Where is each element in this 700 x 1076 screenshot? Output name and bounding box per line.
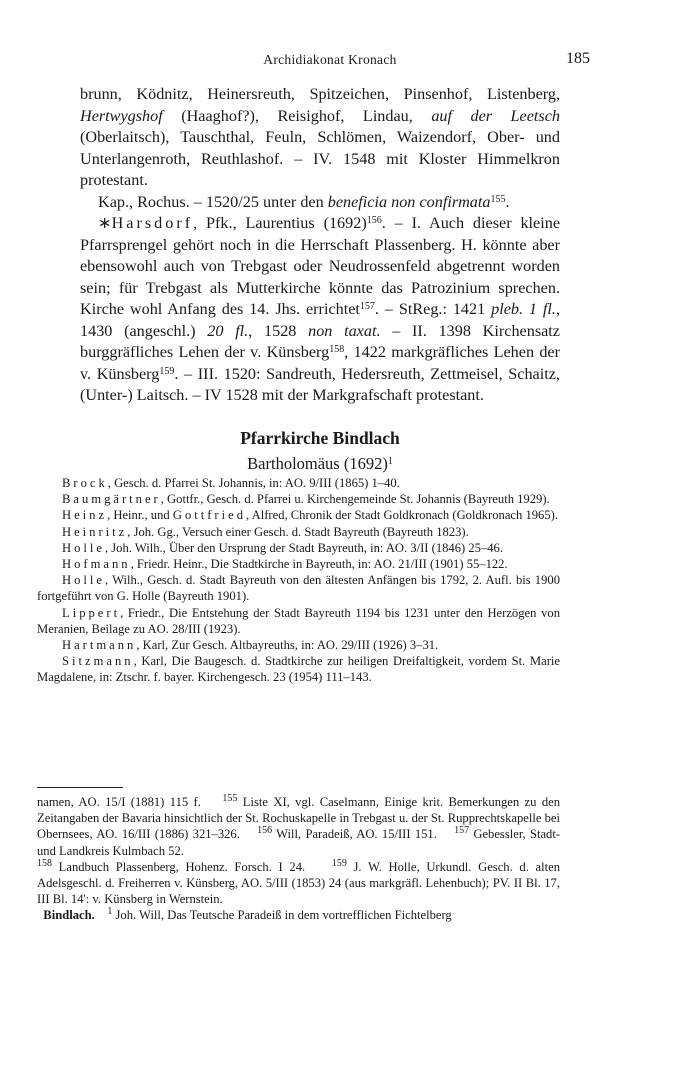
footnote-ref: 156 [366, 215, 382, 226]
author-name: Heinritz [62, 524, 128, 539]
section-subtitle [80, 454, 560, 474]
footnote-text: Liste XI, vgl. Caselmann, Einige krit. Bemerkungen zu den Zeitangaben der Bavaria hinsichtlich der St. Rochuskapelle in Trebgast u. der St. Rupprechtskapelle bei Obernsees, AO. 16/III (1886) 321–326. [37, 795, 561, 842]
entry-text: , Gottfr., Gesch. d. Pfarrei u. Kirchengemeinde St. Johannis (Bayreuth 1929). [160, 492, 550, 507]
italic-run: pleb. 1 fl. [491, 300, 556, 318]
footnote-block [37, 907, 560, 923]
bibliography-entry [37, 491, 560, 507]
bibliography-entry [37, 605, 560, 637]
main-text [80, 84, 560, 407]
author-name: Sitzmann [62, 654, 134, 669]
text-run: , 1528 [248, 321, 309, 340]
bibliography-entry [37, 540, 560, 556]
bibliography-entry [37, 475, 560, 491]
footnote-text: J. W. Holle, Urkundl. Gesch. d. alten Adelsgeschl. d. Freiherren v. Künsberg, AO. 5/III (1853) 24 (aus markgräfl. Lehenbuch); PV. II Bl. 17, III Bl. 14': v. Künsberg in Wernstein. [37, 859, 561, 907]
italic-run: Hertwygshof [80, 106, 163, 125]
entry-text: , Friedr., Die Entstehung der Stadt Bayreuth 1194 bis 1231 unter den Herzögen von Meranien, Beilage zu AO. 28/III (1923). [37, 605, 560, 636]
footnote-ref: 159 [159, 365, 175, 377]
text-run: . – III. 1520: Sandreuth, Hedersreuth, Zettmeisel, Schaitz, (Unter-) Laitsch. – IV 1528 mit der Markgrafschaft protestant. [80, 364, 560, 404]
footnote-ref: 157 [359, 301, 375, 312]
footnote-divider [37, 787, 123, 788]
footnote-number: 155 [222, 793, 238, 804]
paragraph-harsdorf [80, 213, 560, 407]
footnote-ref: 158 [329, 344, 345, 355]
text-run: (Oberlaitsch), Tauschthal, Feuln, Schlömen, Waizendorf, Ober- und Unterlangenroth, Reuthlashof. – IV. 1548 mit Kloster Himmelkron protestant. [80, 128, 560, 189]
author-name: Gottfried [172, 508, 247, 523]
footnote-number: 158 [37, 857, 52, 869]
section-title: Pfarrkirche Bindlach [240, 428, 400, 448]
bibliography-entry [37, 556, 560, 572]
entry-text: , Friedr. Heinr., Die Stadtkirche in Bayreuth, in: AO. 21/III (1901) 55–122. [130, 557, 508, 572]
footnote-text: Landbuch Plassenberg, Hohenz. Forsch. I 24. [52, 859, 306, 874]
text-run: brunn, Ködnitz, Heinersreuth, Spitzeichen, Pinsenhof, Listenberg, [80, 85, 560, 103]
text-run: , 1430 (angeschl.) [80, 300, 561, 340]
author-name: Holle [62, 573, 105, 588]
bibliography-entry [37, 524, 560, 540]
author-name: Hofmann [62, 557, 131, 572]
footnote-text: Joh. Will, Das Teutsche Paradeiß in dem vortrefflichen Fichtelberg [112, 908, 452, 923]
bibliography-entry [37, 637, 560, 653]
entry-text: , Heinr., und [107, 508, 173, 523]
footnote-block [37, 794, 560, 907]
footnote-number: 156 [257, 825, 273, 837]
entry-text: , Wilh., Gesch. d. Stadt Bayreuth von den ältesten Anfängen bis 1792, 2. Aufl. bis 1900 fortgeführt von G. Holle (Bayreuth 1901). [37, 573, 560, 604]
entry-text: , Karl, Die Baugesch. d. Stadtkirche zur heiligen Dreifaltigkeit, vordem St. Marie Magdalene, in: Ztschr. f. bayer. Kirchengesch. 23 (1954) 111–143. [37, 654, 560, 685]
bibliography-entry [37, 507, 560, 523]
text-run: , Pfk., Laurentius (1692) [193, 214, 367, 232]
text-run: Kap., Rochus. – 1520/25 unter den [98, 192, 328, 211]
paragraph-kapelle [80, 192, 560, 214]
entry-text: , Alfred, Chronik der Stadt Goldkronach (Goldkronach 1965). [246, 508, 558, 523]
footnote-text: namen, AO. 15/I (1881) 115 f. [37, 795, 201, 809]
text-run: , 1422 markgräfliches Lehen der v. Künsberg [80, 343, 560, 383]
page-header [80, 50, 590, 72]
entry-text: , Joh. Wilh., Über den Ursprung der Stadt Bayreuth, in: AO. 3/II (1846) 25–46. [104, 540, 503, 555]
italic-run: beneficia non confirmata [327, 192, 491, 211]
text-run: . – StReg.: 1421 [374, 300, 492, 318]
text-run: . [505, 192, 510, 211]
text-run: . – I. Auch dieser kleine Pfarrsprengel gehört noch in die Herrschaft Plassenberg. H. könnte aber ebensowohl auch von Trebgast oder Neudrossenfeld abgetrennt worden sein; für Trebgast als Mutterkirche könnte das Patrozinium sprechen. Kirche wohl Anfang des 14. Jhs. errichtet [80, 214, 561, 318]
star-mark: ∗ [98, 214, 112, 232]
author-name: Holle [62, 540, 105, 555]
author-name: Heinz [62, 508, 108, 523]
footnote-section-label: Bindlach. [43, 908, 95, 923]
place-name: Harsdorf [111, 214, 194, 232]
footnote-text: Gebessler, Stadt- und Landkreis Kulmbach 52. [37, 827, 561, 858]
entry-text: , Karl, Zur Gesch. Altbayreuths, in: AO. 29/III (1926) 3–31. [136, 638, 439, 653]
italic-run: auf der Leetsch [431, 106, 560, 125]
entry-text: , Joh. Gg., Versuch einer Gesch. d. Stadt Bayreuth (Bayreuth 1823). [127, 524, 469, 539]
footnote-number: 159 [331, 857, 347, 869]
footnote-number: 1 [107, 906, 113, 918]
page-number: 185 [566, 50, 590, 67]
italic-run: 20 fl. [207, 321, 249, 340]
author-name: Hartmann [62, 638, 137, 653]
bibliography-entry [37, 572, 560, 604]
paragraph-1 [80, 84, 560, 192]
footnotes [37, 794, 560, 924]
author-name: Lippert [62, 605, 121, 620]
footnote-text: Will, Paradeiß, AO. 15/III 151. [272, 827, 437, 842]
footnote-number: 157 [454, 825, 470, 837]
entry-text: , Gesch. d. Pfarrei St. Johannis, in: AO. 9/III (1865) 1–40. [107, 476, 400, 490]
bibliography [37, 475, 560, 686]
subtitle-text: Bartholomäus (1692) [247, 454, 388, 473]
text-run: – II. 1398 Kirchensatz burggräfliches Lehen der v. Künsberg [80, 321, 560, 361]
author-name: Brock [62, 476, 108, 490]
author-name: Baumgärtner [62, 492, 161, 507]
text-run: (Haaghof?), Reisighof, Lindau, [162, 106, 432, 125]
bibliography-entry [37, 653, 560, 685]
italic-run: non taxat. [308, 321, 381, 340]
running-title: Archidiakonat Kronach [263, 52, 397, 67]
footnote-ref: 155 [490, 193, 506, 205]
footnote-ref: 1 [387, 456, 393, 467]
